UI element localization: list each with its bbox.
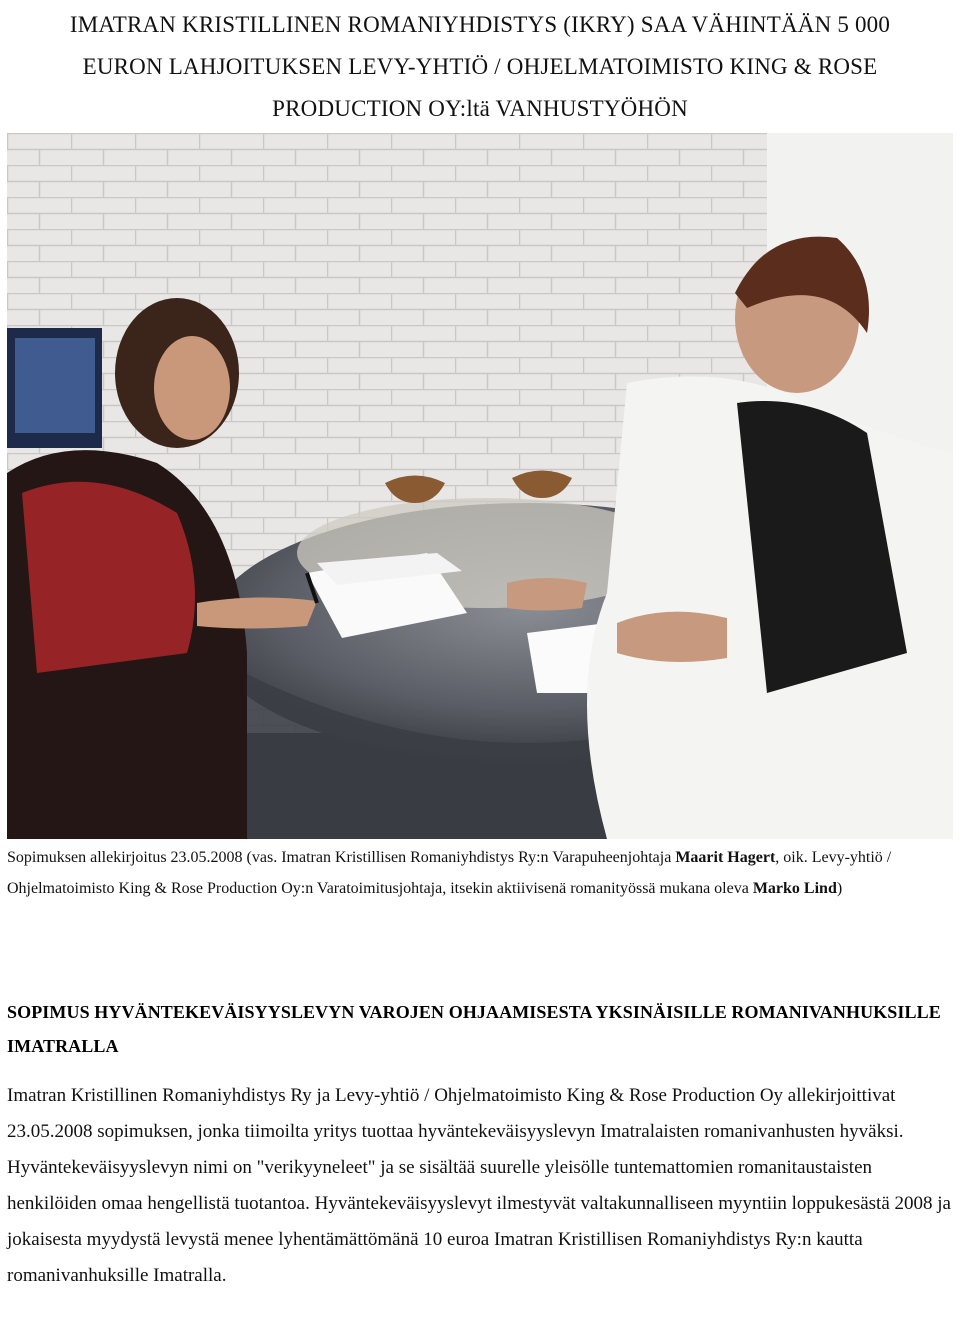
caption-text: ) [836, 880, 843, 897]
caption-name-marko: Marko Lind [752, 880, 837, 897]
signing-photo-illustration [7, 133, 953, 839]
title-line-2: EURON LAHJOITUKSEN LEVY-YHTIÖ / OHJELMATOIMISTO KING & ROSE [82, 54, 878, 79]
signing-photo [7, 133, 953, 839]
caption-text: Sopimuksen allekirjoitus 23.05.2008 (vas. Imatran Kristillisen Romaniyhdistys Ry:n Varapuheenjohtaja [7, 849, 676, 866]
title-line-1: IMATRAN KRISTILLINEN ROMANIYHDISTYS (IKRY) SAA VÄHINTÄÄN 5 000 [69, 12, 891, 37]
photo-caption [7, 842, 953, 904]
caption-text: , oik. Levy-yhtiö / Ohjelmatoimisto King & Rose Production Oy:n Varatoimitusjohtaja, itsekin aktiivisenä romanityössä mukana oleva [7, 849, 892, 897]
title-line-3: PRODUCTION OY:ltä VANHUSTYÖHÖN [272, 96, 688, 121]
article-title [0, 4, 960, 130]
article-body: Imatran Kristillinen Romaniyhdistys Ry ja Levy-yhtiö / Ohjelmatoimisto King & Rose Production Oy allekirjoittivat 23.05.2008 sopimuksen, jonka tiimoilta yritys tuottaa hyväntekeväisyyslevyn Imatralaisten romanivanhusten hyväksi. Hyväntekeväisyyslevyn nimi on "verikyyneleet" ja se sisältää suurelle yleisölle tuntemattomien romanitaustaisten henkilöiden omaa hengellistä tuotantoa. Hyväntekeväisyyslevyt ilmestyvät valtakunnalliseen myyntiin loppukesästä 2008 ja jokaisesta myydystä levystä menee lyhentämättömänä 10 euroa Imatran Kristillisen Romaniyhdistys Ry:n kautta romanivanhuksille Imatralla. [7, 1085, 951, 1286]
section-heading: SOPIMUS HYVÄNTEKEVÄISYYSLEVYN VAROJEN OHJAAMISESTA YKSINÄISILLE ROMANIVANHUKSILLE IMATRALLA [7, 1002, 941, 1056]
caption-name-maarit: Maarit Hagert [675, 849, 776, 866]
